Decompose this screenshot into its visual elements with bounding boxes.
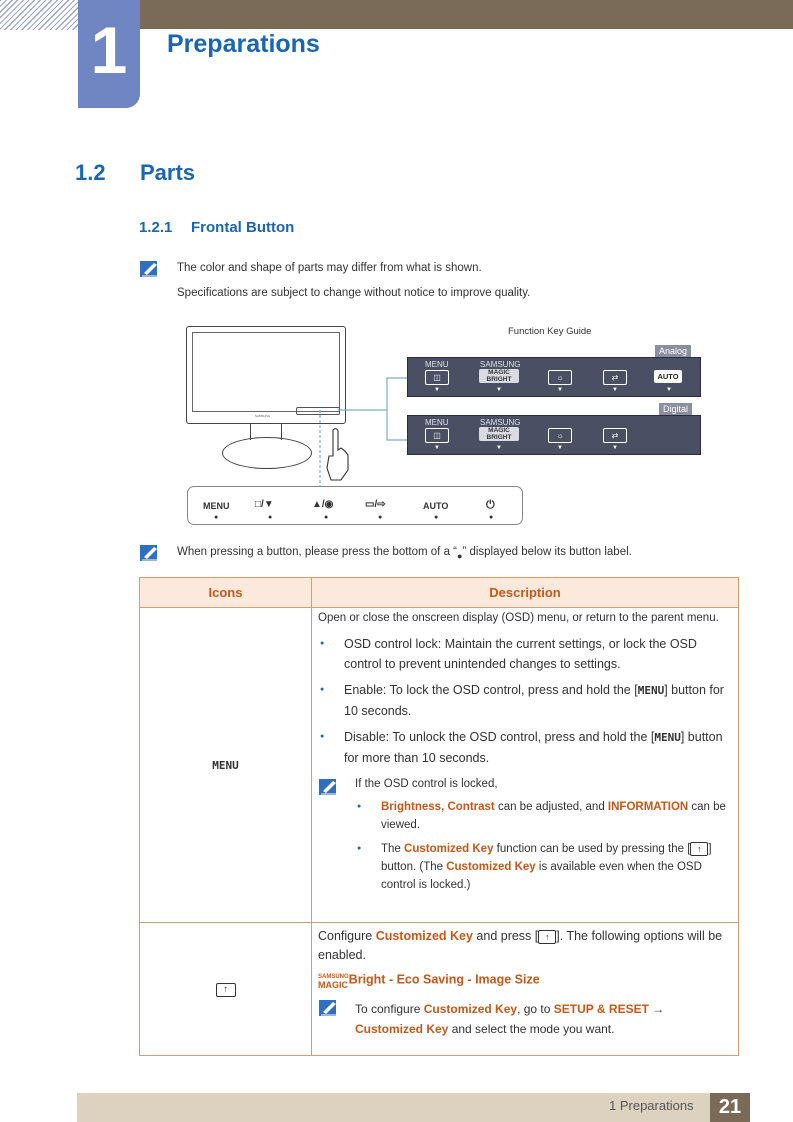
n2-mid: function can be used by pressing the [ [493, 843, 691, 855]
bar-up-enter-icon: ▲/◉ [312, 499, 334, 510]
bar-auto-label: AUTO [423, 501, 449, 511]
digital-magic-bright-button [479, 427, 519, 441]
col-description-header: Description [312, 578, 739, 608]
intro-mid: and press [ [472, 929, 539, 943]
front-button-bar [187, 486, 523, 525]
intro-end: ]. The following options will be enabled. [318, 929, 723, 962]
header-bar [140, 0, 793, 29]
analog-menu-label: MENU [425, 360, 449, 369]
magic-options-text: Bright - Eco Saving - Image Size [348, 972, 540, 987]
bright-label: BRIGHT [486, 434, 512, 441]
note-pre: To configure [355, 1002, 424, 1016]
digital-samsung-label: SAMSUNG [480, 418, 521, 427]
samsung-magic-logo [318, 971, 349, 989]
analog-brightness-button: ☼ [548, 370, 572, 385]
menu-intro: Open or close the onscreen display (OSD) menu, or return to the parent menu. [318, 612, 719, 624]
information-term: INFORMATION [607, 801, 689, 813]
header-hatch [0, 0, 78, 30]
triangle-icon: ▼ [496, 387, 502, 393]
subsection-title: Frontal Button [191, 219, 295, 236]
menu-description-cell [312, 608, 739, 923]
menu-key-icon: MENU [212, 759, 239, 772]
menu-key-icon: MENU [637, 684, 665, 697]
bar-customized-key-icon: □/▼ [255, 499, 274, 510]
n2-end: is available even when the OSD control is locked.) [381, 861, 702, 891]
list-item [355, 840, 732, 894]
digital-menu-label: MENU [425, 418, 449, 427]
customized-key-term: Customized Key [355, 1022, 449, 1036]
digital-tag: Digital [659, 403, 692, 415]
digital-source-button: ⇄ [603, 428, 627, 443]
analog-source-button: ⇄ [603, 370, 627, 385]
col-icons-header: Icons [140, 578, 312, 608]
n1-mid: can be adjusted, and [494, 801, 608, 813]
bar-menu-label: MENU [203, 501, 230, 511]
analog-samsung-label: SAMSUNG [480, 360, 521, 369]
arrow-icon: → [648, 1002, 665, 1016]
magic-options [318, 971, 732, 989]
customized-key-term: Customized Key [446, 861, 536, 873]
table-row [140, 923, 739, 1056]
analog-magic-bright-button [479, 369, 519, 383]
subsection-number: 1.2.1 [139, 219, 173, 236]
n2-mid2: ] button. (The [381, 843, 712, 873]
triangle-icon: ▼ [557, 445, 563, 451]
monitor-brand: SAMSUNG [255, 414, 271, 418]
dot-icon: ● [434, 514, 439, 521]
dot-icon: ● [457, 551, 463, 561]
b2-post: ] button for 10 seconds. [344, 683, 724, 718]
menu-icon-cell [140, 608, 312, 923]
digital-menu-button: ◫ [425, 428, 449, 443]
setup-reset-term: SETUP & RESET [553, 1002, 649, 1016]
list-item: ● Brightness, Contrast can be adjusted, and INFORMATION can be viewed. [355, 798, 732, 834]
customized-key-icon-cell [140, 923, 312, 1056]
dot-icon: ● [489, 514, 494, 521]
n2-pre: The [381, 843, 405, 855]
note-icon [319, 999, 339, 1017]
digital-brightness-button: ☼ [548, 428, 572, 443]
intro-pre: Configure [318, 929, 376, 943]
analog-menu-button: ◫ [425, 370, 449, 385]
customized-key-term: Customized Key [375, 929, 473, 943]
dot-icon: ● [268, 514, 273, 521]
press-note [177, 546, 632, 561]
dot-icon: ● [214, 514, 219, 521]
triangle-icon: ▼ [666, 387, 672, 393]
parts-table [139, 577, 739, 1056]
b2-pre: Enable: To lock the OSD control, press and hold the [ [344, 683, 638, 697]
section-title: Parts [140, 160, 196, 185]
analog-tag: Analog [655, 345, 691, 357]
lock-note-text: If the OSD control is locked, [355, 778, 498, 790]
list-item [318, 727, 732, 768]
page-number: 21 [710, 1093, 750, 1122]
triangle-icon: ▼ [612, 387, 618, 393]
contrast-term: Contrast [447, 801, 495, 813]
press-note-after: ” displayed below its button label. [462, 546, 632, 558]
lock-note [318, 778, 732, 894]
menu-bullets [318, 634, 732, 768]
triangle-icon: ▼ [434, 445, 440, 451]
dot-icon: ● [324, 514, 329, 521]
dot-icon: ● [378, 514, 383, 521]
note-end: and select the mode you want. [448, 1022, 615, 1036]
note-line-2: Specifications are subject to change without notice to improve quality. [177, 287, 531, 299]
press-note-before: When pressing a button, please press the bottom of a “ [177, 546, 457, 558]
n1-end: can be viewed. [381, 801, 726, 831]
customized-key-term: Customized Key [423, 1002, 518, 1016]
table-row [140, 608, 739, 923]
customized-key-description-cell [312, 923, 739, 1056]
function-key-guide-title: Function Key Guide [508, 326, 592, 337]
power-icon: ⏻ [486, 499, 495, 511]
chapter-title: Preparations [167, 30, 320, 58]
triangle-icon: ▼ [557, 387, 563, 393]
triangle-icon: ▼ [496, 445, 502, 451]
customized-key-icon: ↑ [216, 983, 236, 997]
note-icon [140, 544, 160, 562]
list-item: ● OSD control lock: Maintain the current settings, or lock the OSD control to prevent unintended changes to settings. [318, 634, 732, 674]
bright-label: BRIGHT [486, 376, 512, 383]
list-item [318, 680, 732, 721]
magic-label: MAGIC [488, 369, 510, 376]
b3-pre: Disable: To unlock the OSD control, press and hold the [ [344, 730, 655, 744]
finger-icon [325, 428, 351, 482]
footer-label: 1 Preparations [609, 1098, 694, 1113]
triangle-icon: ▼ [434, 387, 440, 393]
customized-key-intro [318, 927, 732, 965]
bar-source-icon: ▭/⇨ [365, 499, 386, 510]
chapter-number: 1 [78, 0, 140, 108]
b3-post: ] button for more than 10 seconds. [344, 730, 723, 765]
magic-label: MAGIC [488, 427, 510, 434]
configure-note [318, 999, 732, 1039]
analog-auto-button: AUTO [654, 370, 682, 383]
magic-top: SAMSUNG [318, 974, 349, 980]
lock-note-bullets [355, 798, 732, 894]
menu-key-icon: MENU [654, 731, 681, 744]
customized-key-icon: ↑ [690, 842, 708, 856]
section-number: 1.2 [75, 160, 106, 185]
note-icon [319, 778, 339, 796]
magic-bottom: MAGIC [318, 980, 348, 990]
customized-key-term: Customized Key [404, 843, 494, 855]
note-line-1: The color and shape of parts may differ from what is shown. [177, 262, 482, 274]
customized-key-icon: ↑ [538, 930, 556, 944]
note-icon [140, 260, 160, 278]
note-mid: , go to [517, 1002, 554, 1016]
brightness-term: Brightness [381, 801, 442, 813]
triangle-icon: ▼ [612, 445, 618, 451]
